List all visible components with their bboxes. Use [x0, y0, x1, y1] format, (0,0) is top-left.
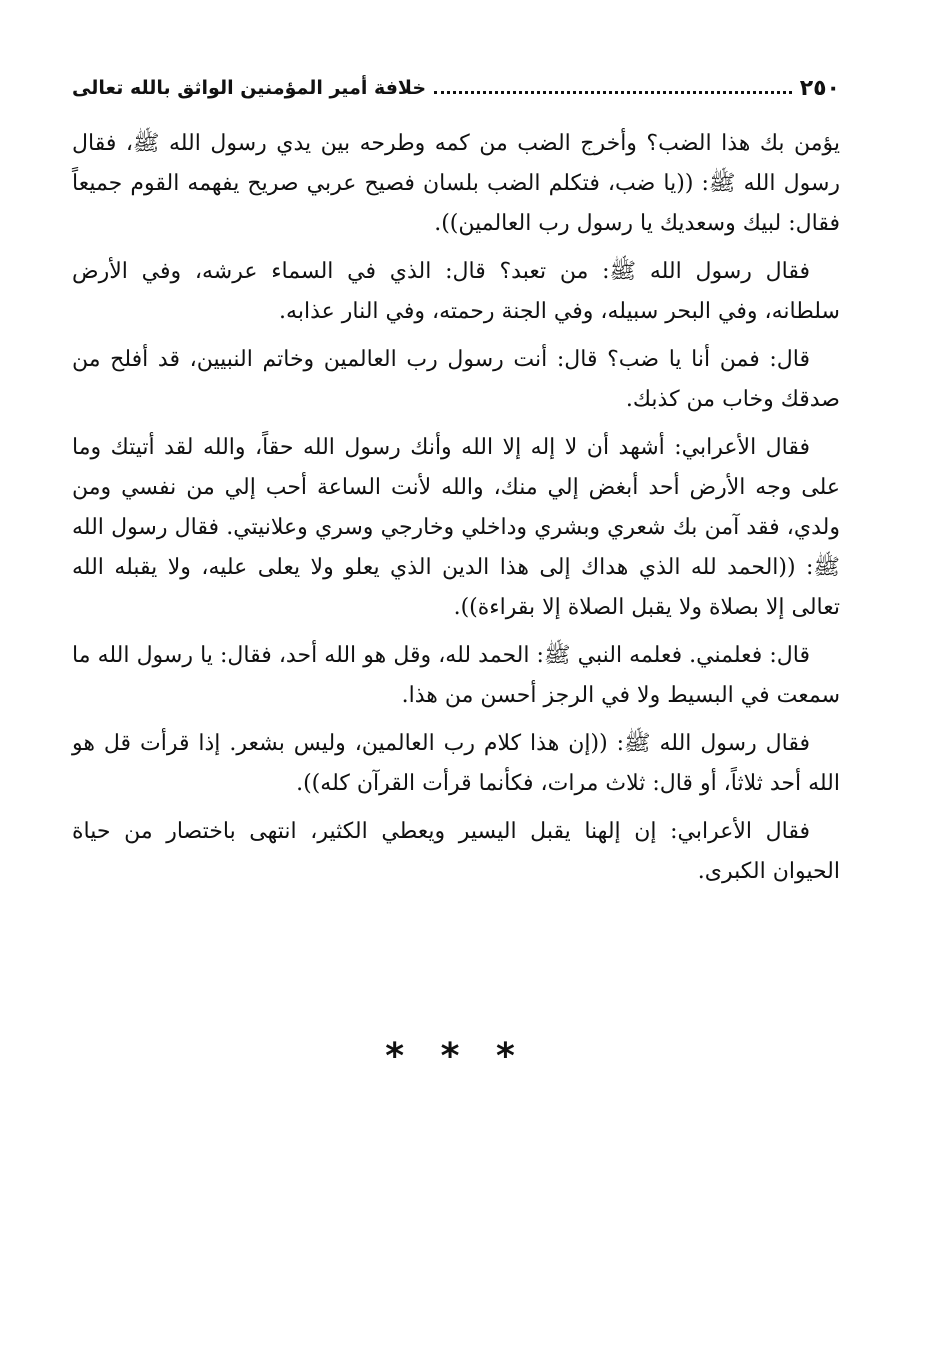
paragraph-7: فقال الأعرابي: إن إلهنا يقبل اليسير ويعطي الكثير، انتهى باختصار من حياة الحيوان الكبرى. — [72, 819, 840, 884]
paragraph-3: قال: فمن أنا يا ضب؟ قال: أنت رسول رب العالمين وخاتم النبيين، قد أفلح من صدقك وخاب من كذبك. — [72, 347, 840, 412]
paragraph-1: يؤمن بك هذا الضب؟ وأخرج الضب من كمه وطرحه بين يدي رسول الله ﷺ، فقال رسول الله ﷺ: ((يا ضب، فتكلم الضب بلسان فصيح عربي صريح يفهمه القوم جميعاً فقال: لبيك وسعديك يا رسول رب العالمين)). — [72, 131, 840, 236]
paragraph-4: فقال الأعرابي: أشهد أن لا إله إلا الله وأنك رسول الله حقاً، والله لقد أتيتك وما على وجه الأرض أحد أبغض إلي منك، والله لأنت الساعة أحب إلي من نفسي ومن ولدي، فقد آمن بك شعري وبشري وداخلي وخارجي وسري وعلانيتي. فقال رسول الله ﷺ: ((الحمد لله الذي هداك إلى هذا الدين الذي يعلو ولا يعلى عليه، ولا يقبله الله تعالى إلا بصلاة ولا يقبل الصلاة إلا بقراءة)). — [72, 435, 840, 620]
body-text — [72, 124, 840, 892]
page-number: ٢٥٠ — [799, 75, 840, 101]
paragraph-6: فقال رسول الله ﷺ: ((إن هذا كلام رب العالمين، وليس بشعر. إذا قرأت قل هو الله أحد ثلاثاً، أو قال: ثلاث مرات، فكأنما قرأت القرآن كله)). — [72, 731, 840, 796]
book-page — [72, 68, 840, 1308]
paragraph-2: فقال رسول الله ﷺ: من تعبد؟ قال: الذي في السماء عرشه، وفي الأرض سلطانه، وفي البحر سبيله، وفي الجنة رحمته، وفي النار عذابه. — [72, 259, 840, 324]
page-header — [72, 68, 840, 108]
running-title: خلافة أمير المؤمنين الواثق بالله تعالى — [72, 77, 427, 99]
paragraph-5: قال: فعلمني. فعلمه النبي ﷺ: الحمد لله، وقل هو الله أحد، فقال: يا رسول الله ما سمعت في البسيط ولا في الرجز أحسن من هذا. — [72, 643, 840, 708]
section-ornament: * * * — [385, 1036, 527, 1077]
header-dotted-leader — [434, 91, 792, 94]
